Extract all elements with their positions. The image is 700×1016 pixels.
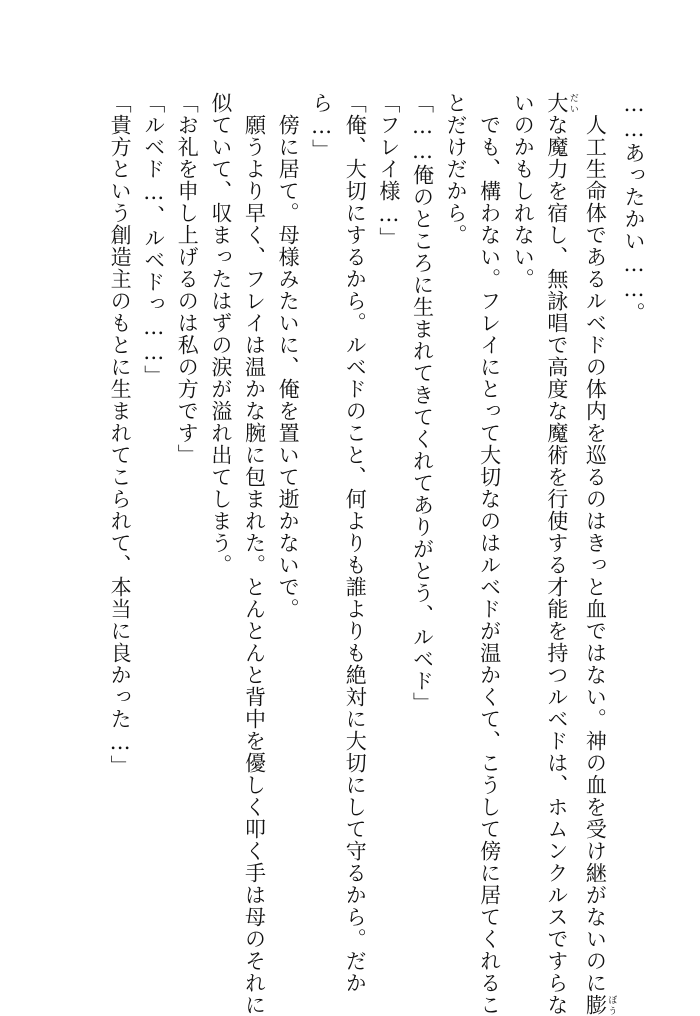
text-line-part: 人工生命体であるルベドの体内を巡るのはきっと血ではない。神の血を受け継がないのに <box>583 92 608 994</box>
text-line-with-ruby <box>539 92 578 1016</box>
text-line: 傍に居て。母様みたいに、俺を置いて逝かないで。 <box>276 92 301 620</box>
dialogue-line: 「お礼を申し上げるのは私の方です」 <box>175 92 200 466</box>
text-line: いのかもしれない。 <box>511 92 536 290</box>
dialogue-line: 「ルベド…、ルベドっ……」 <box>141 92 166 387</box>
ruby-word: 膨 ぼう <box>583 994 617 1016</box>
dialogue-line: 「貴方という創造主のもとに生まれてこられて、本当に良かった…」 <box>108 92 133 777</box>
text-line: 似ていて、収まったはずの涙が溢れ出てしまう。 <box>208 92 233 576</box>
ruby-word: 大 だい <box>544 92 578 114</box>
ruby-reading: だい <box>567 92 578 114</box>
text-line-part: な魔力を宿し、無詠唱で高度な魔術を行使する才能を持つルベドは、ホムンクルスですらな <box>544 114 569 1016</box>
dialogue-line: 「俺、大切にするから。ルベドのこと、何よりも誰よりも絶対に大切にして守るから。だか <box>343 92 368 994</box>
vertical-text-body <box>103 92 651 1016</box>
text-line: ……あったかい……。 <box>622 92 646 324</box>
dialogue-line: 「……俺のところに生まれてきてくれてありがとう、ルベド」 <box>410 92 435 714</box>
text-line: でも、構わない。フレイにとって大切なのはルベドが温かくて、こうして傍に居てくれるこ <box>477 92 502 1016</box>
text-line: とだけだから。 <box>444 92 469 246</box>
text-line: 願うより早く、フレイは温かな腕に包まれた。とんとんと背中を優しく叩く手は母のそれに <box>242 92 267 1016</box>
dialogue-line: 「フレイ様…」 <box>376 92 401 249</box>
ruby-reading: ぼう <box>606 994 617 1016</box>
dialogue-line: ら…」 <box>309 92 334 161</box>
text-line-with-ruby <box>578 92 617 1016</box>
